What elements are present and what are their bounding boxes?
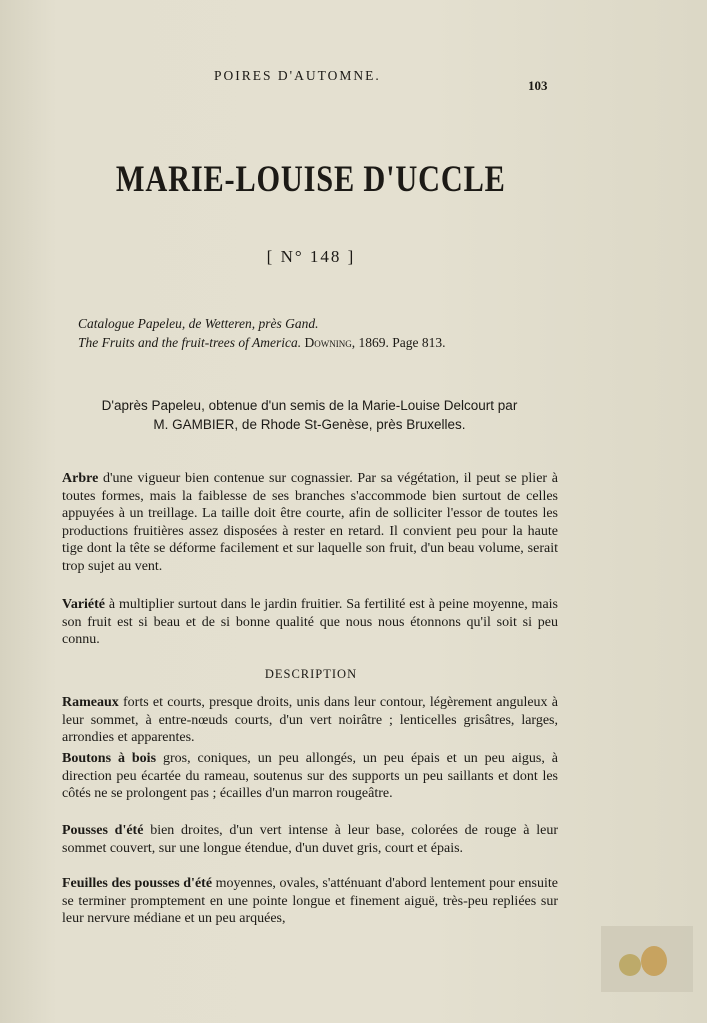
running-title: POIRES D'AUTOMNE. <box>214 68 381 83</box>
reference-2-title: The Fruits and the fruit-trees of America. <box>78 335 302 350</box>
text-variete: à multiplier surtout dans le jardin fruitier. Sa fertilité est à peine moyenne, mais son fruit est si beau et de si bonne qualité que nous nous étonnons qu'il soit si peu connu. <box>62 597 558 647</box>
paragraph-variete <box>62 596 558 649</box>
variety-number: [ N° 148 ] <box>266 247 356 266</box>
page-number: 103 <box>528 78 548 93</box>
origin-line-2: M. GAMBIER, de Rhode St-Genèse, près Bruxelles. <box>153 417 466 432</box>
text-feuilles: moyennes, ovales, s'atténuant d'abord lentement pour ensuite se terminer promptement en une pointe longue et finement aiguë, très-peu repliées sur leur nervure médiane et un peu arquées, <box>62 876 559 926</box>
label-arbre: Arbre <box>62 471 99 486</box>
text-boutons: gros, coniques, un peu allongés, un peu épais et un peu aigus, à direction peu écartée du rameau, soutenus sur des supports un peu saillants et dont les côtés ne se prolongent pas ; écailles d'un marron rougeâtre. <box>62 751 558 801</box>
paragraph-arbre <box>62 470 558 575</box>
text-pousses: bien droites, d'un vert intense à leur base, colorées de rouge à leur sommet couvert, sur une longue étendue, d'un duvet gris, court et épais. <box>62 823 558 856</box>
references <box>78 314 445 352</box>
fruit-shape-1 <box>619 954 641 976</box>
paragraph-boutons <box>62 750 558 803</box>
label-rameaux: Rameaux <box>62 695 119 710</box>
reference-1-text: Catalogue Papeleu, de Wetteren, près Gand. <box>78 316 319 331</box>
origin-note <box>62 396 557 434</box>
reference-2-author: Downing <box>304 335 352 350</box>
reference-2 <box>78 333 445 352</box>
reference-2-rest: , 1869. Page 813. <box>351 335 446 350</box>
reference-1 <box>78 314 445 333</box>
text-arbre: d'une vigueur bien contenue sur cognassier. Par sa végétation, il peut se plier à toutes formes, mais la faiblesse de ses branches s'accommode bien surtout de celles appuyées à un treillage. La taille doit être courte, afin de solliciter l'essor de toutes les productions fruitières assez disposées à rester en retard. Il convient peu pour la haute tige dont la tête se déforme facilement et sur laquelle son fruit, d'un beau volume, serait trop sujet au vent. <box>62 471 559 574</box>
label-boutons: Boutons à bois <box>62 751 157 766</box>
corner-fruit-thumbnail <box>601 926 693 992</box>
paragraph-feuilles <box>62 875 558 928</box>
origin-line-1: D'après Papeleu, obtenue d'un semis de la Marie-Louise Delcourt par <box>101 398 518 413</box>
section-heading-description: DESCRIPTION <box>264 667 358 681</box>
label-variete: Variété <box>62 597 106 612</box>
fruit-shape-2 <box>641 946 667 976</box>
paragraph-pousses <box>62 822 558 857</box>
page-title: MARIE-LOUISE D'UCCLE <box>115 159 506 200</box>
label-pousses: Pousses d'été <box>62 823 144 838</box>
label-feuilles: Feuilles des pousses d'été <box>62 876 213 891</box>
text-rameaux: forts et courts, presque droits, unis dans leur contour, légèrement anguleux à leur sommet, à entre-nœuds courts, d'un vert noirâtre ; lenticelles grisâtres, larges, arrondies et apparentes. <box>62 695 558 745</box>
paragraph-rameaux <box>62 694 558 747</box>
